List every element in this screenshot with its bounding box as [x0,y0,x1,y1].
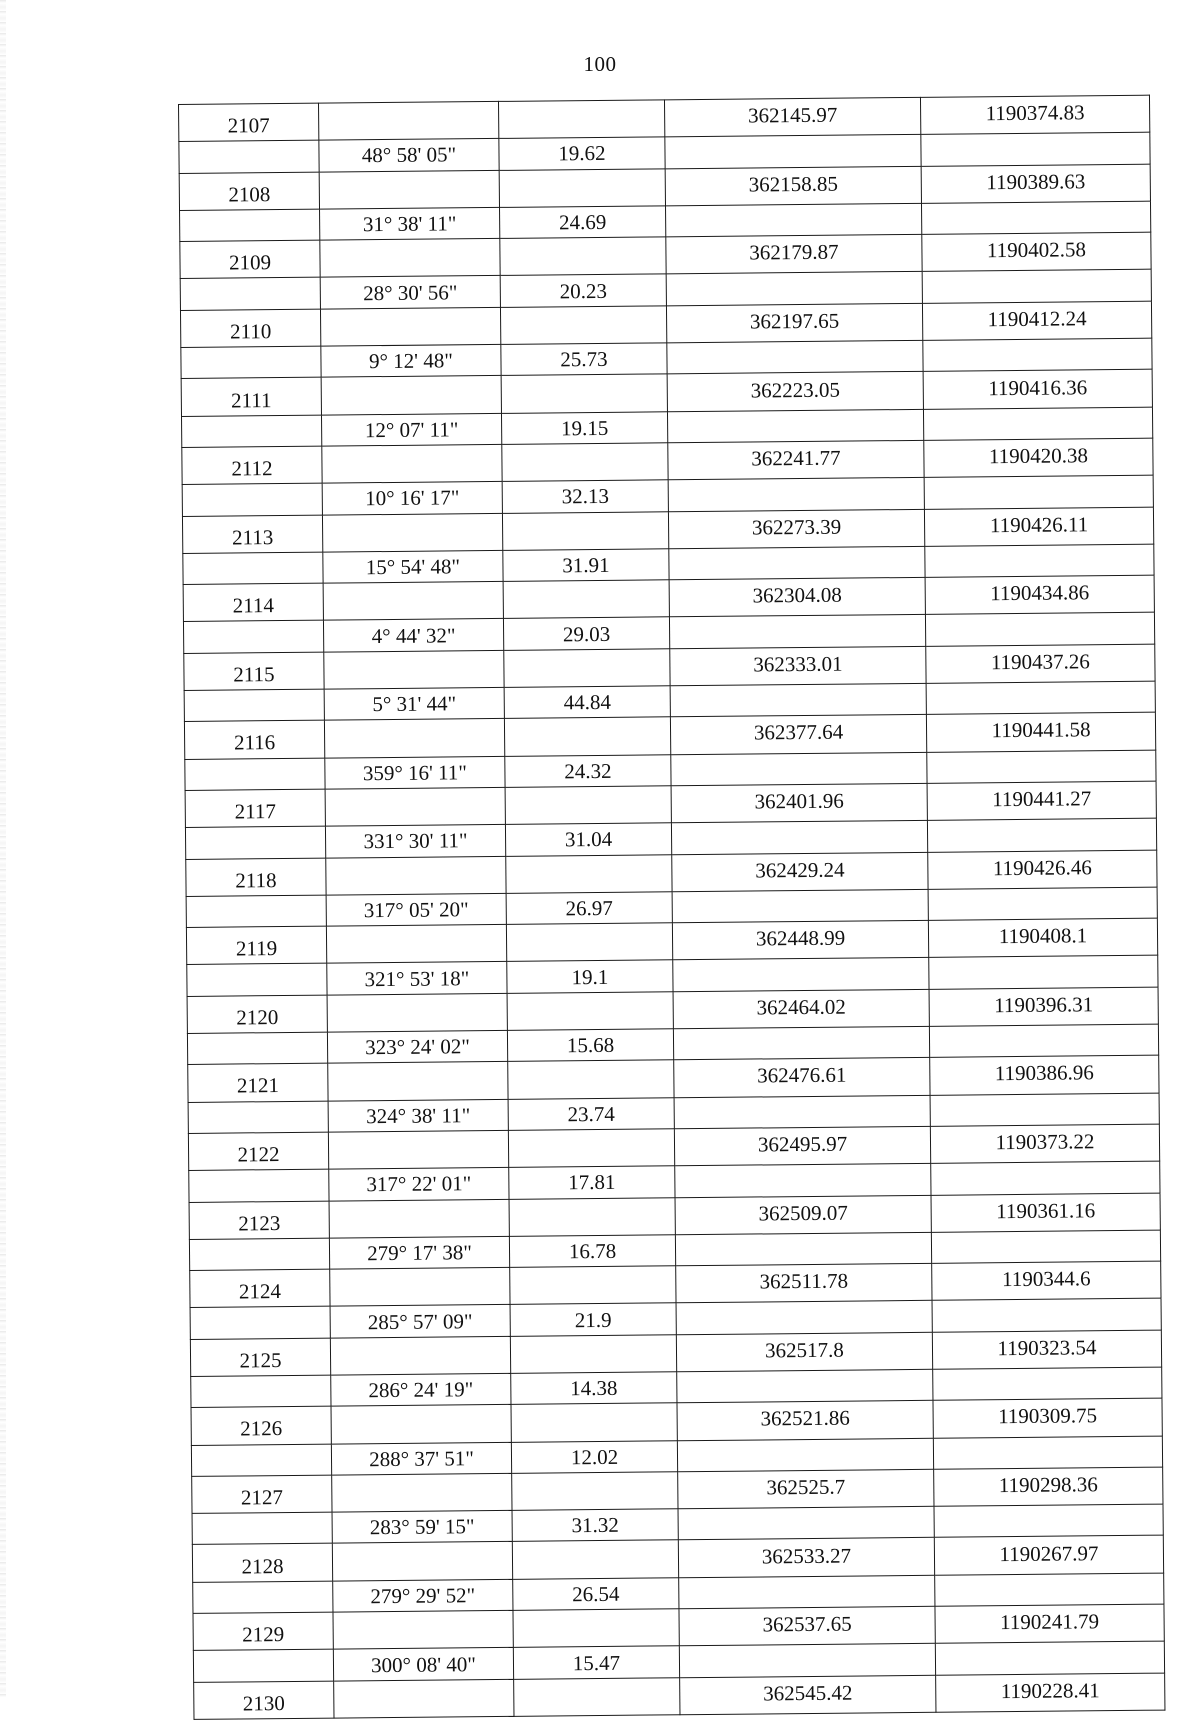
northing-cell: 362533.27 [678,1538,934,1578]
northing-cell [669,546,925,580]
point-id-cell [181,346,321,379]
bearing-cell [330,1336,510,1375]
point-id-cell: 2119 [186,926,326,965]
distance-cell [511,1403,677,1442]
easting-cell [929,956,1158,989]
distance-cell [512,1540,678,1579]
distance-cell [512,1472,678,1511]
bearing-cell [330,1267,510,1306]
northing-cell [667,340,923,374]
point-id-cell: 2124 [190,1269,330,1308]
point-id-cell: 2130 [194,1681,334,1720]
bearing-cell [333,1610,513,1649]
bearing-cell: 324° 38' 11" [328,1099,508,1132]
bearing-cell: 31° 38' 11" [320,207,500,240]
easting-cell: 1190323.54 [932,1330,1161,1369]
bearing-cell: 285° 57' 09" [330,1305,510,1338]
bearing-cell: 321° 53' 18" [327,962,507,995]
distance-cell: 14.38 [511,1372,677,1405]
distance-cell [501,374,667,413]
distance-cell [503,580,669,619]
bearing-cell [322,513,502,552]
survey-coordinates-table [178,95,1165,1720]
point-id-cell [180,209,320,242]
distance-cell [509,1197,675,1236]
survey-table-container [178,95,1165,1720]
point-id-cell [187,964,327,997]
northing-cell [679,1575,935,1609]
bearing-cell [318,101,498,140]
bearing-cell: 9° 12' 48" [321,344,501,377]
northing-cell: 362377.64 [670,715,926,755]
point-id-cell: 2121 [188,1063,328,1102]
point-id-cell [192,1512,332,1545]
northing-cell: 362509.07 [675,1195,931,1235]
easting-cell: 1190298.36 [934,1467,1163,1506]
northing-cell: 362273.39 [668,509,924,549]
bearing-cell: 288° 37' 51" [331,1442,511,1475]
northing-cell [673,958,929,992]
northing-cell [671,752,927,786]
point-id-cell [186,895,326,928]
easting-cell: 1190389.63 [921,164,1150,203]
northing-cell: 362464.02 [673,989,929,1029]
point-id-cell [181,415,321,448]
easting-cell [931,1161,1160,1194]
distance-cell: 29.03 [503,617,669,650]
easting-cell: 1190408.1 [928,918,1157,957]
easting-cell [924,475,1153,508]
bearing-cell [326,856,506,895]
northing-cell [665,203,921,237]
easting-cell [927,818,1156,851]
point-id-cell [182,483,322,516]
point-id-cell: 2113 [182,515,322,554]
distance-cell: 20.23 [500,274,666,307]
bearing-cell [324,719,504,758]
easting-cell: 1190374.83 [920,95,1149,134]
bearing-cell [328,1130,508,1169]
distance-cell: 23.74 [508,1097,674,1130]
northing-cell [674,1095,930,1129]
point-id-cell [189,1238,329,1271]
northing-cell: 362476.61 [674,1058,930,1098]
point-id-cell [180,278,320,311]
bearing-cell [320,307,500,346]
bearing-cell: 15° 54' 48" [323,550,503,583]
northing-cell: 362545.42 [680,1675,936,1715]
easting-cell [921,132,1150,165]
easting-cell [935,1641,1164,1674]
bearing-cell [320,239,500,278]
point-id-cell [193,1581,333,1614]
bearing-cell: 283° 59' 15" [332,1511,512,1544]
northing-cell [675,1164,931,1198]
point-id-cell [188,1101,328,1134]
distance-cell [506,854,672,893]
bearing-cell: 12° 07' 11" [321,413,501,446]
point-id-cell [183,552,323,585]
point-id-cell: 2120 [187,995,327,1034]
easting-cell: 1190344.6 [932,1261,1161,1300]
point-id-cell: 2125 [190,1338,330,1377]
easting-cell: 1190267.97 [934,1536,1163,1575]
easting-cell [923,407,1152,440]
northing-cell: 362304.08 [669,578,925,618]
northing-cell [669,615,925,649]
easting-cell: 1190241.79 [935,1604,1164,1643]
bearing-cell: 300° 08' 40" [333,1648,513,1681]
northing-cell: 362145.97 [664,97,920,137]
point-id-cell: 2117 [185,789,325,828]
northing-cell: 362179.87 [666,235,922,275]
distance-cell [502,511,668,550]
northing-cell [679,1644,935,1678]
point-id-cell: 2115 [184,652,324,691]
survey-table-body [179,95,1165,1719]
distance-cell: 21.9 [510,1303,676,1336]
northing-cell: 362241.77 [668,440,924,480]
distance-cell [508,1060,674,1099]
bearing-cell: 48° 58' 05" [319,139,499,172]
distance-cell [500,237,666,276]
bearing-cell [326,925,506,964]
point-id-cell: 2122 [188,1132,328,1171]
easting-cell [933,1436,1162,1469]
point-id-cell [191,1375,331,1408]
point-id-cell: 2123 [189,1201,329,1240]
page-number: 100 [583,52,617,76]
distance-cell [499,168,665,207]
easting-cell: 1190361.16 [931,1193,1160,1232]
distance-cell: 15.47 [513,1646,679,1679]
northing-cell [667,409,923,443]
northing-cell [665,135,921,169]
bearing-cell [325,787,505,826]
point-id-cell: 2109 [180,240,320,279]
easting-cell: 1190441.58 [926,712,1155,751]
point-row [194,1673,1165,1720]
distance-cell: 17.81 [509,1166,675,1199]
distance-cell [510,1334,676,1373]
bearing-cell: 323° 24' 02" [327,1030,507,1063]
easting-cell: 1190426.11 [924,507,1153,546]
distance-cell: 31.04 [505,823,671,856]
distance-cell: 44.84 [504,686,670,719]
easting-cell [932,1299,1161,1332]
point-id-cell: 2107 [179,103,319,142]
northing-cell: 362511.78 [676,1263,932,1303]
northing-cell: 362429.24 [672,852,928,892]
easting-cell: 1190426.46 [928,850,1157,889]
bearing-cell: 10° 16' 17" [322,482,502,515]
distance-cell: 19.62 [499,137,665,170]
point-id-cell: 2110 [180,309,320,348]
bearing-cell [332,1473,512,1512]
point-id-cell [185,826,325,859]
point-id-cell [183,621,323,654]
distance-cell [504,649,670,688]
point-id-cell [187,1032,327,1065]
northing-cell: 362448.99 [672,920,928,960]
easting-cell [933,1367,1162,1400]
easting-cell: 1190386.96 [930,1055,1159,1094]
distance-cell: 19.1 [507,960,673,993]
distance-cell [510,1266,676,1305]
northing-cell: 362223.05 [667,372,923,412]
bearing-cell [334,1679,514,1718]
point-id-cell: 2128 [192,1544,332,1583]
northing-cell [672,889,928,923]
distance-cell [502,443,668,482]
bearing-cell: 286° 24' 19" [331,1373,511,1406]
point-id-cell: 2127 [192,1475,332,1514]
northing-cell [670,683,926,717]
northing-cell [676,1301,932,1335]
easting-cell: 1190412.24 [922,301,1151,340]
distance-cell: 32.13 [502,480,668,513]
point-id-cell [190,1306,330,1339]
distance-cell [506,923,672,962]
point-id-cell: 2116 [184,720,324,759]
easting-cell [934,1504,1163,1537]
distance-cell: 25.73 [501,343,667,376]
northing-cell [675,1232,931,1266]
easting-cell: 1190434.86 [925,575,1154,614]
point-id-cell: 2129 [193,1612,333,1651]
northing-cell: 362537.65 [679,1606,935,1646]
distance-cell: 26.97 [506,892,672,925]
easting-cell [927,750,1156,783]
easting-cell: 1190309.75 [933,1398,1162,1437]
northing-cell: 362517.8 [676,1332,932,1372]
northing-cell: 362525.7 [678,1469,934,1509]
distance-cell: 31.32 [512,1509,678,1542]
distance-cell [504,717,670,756]
easting-cell: 1190437.26 [926,644,1155,683]
point-id-cell: 2112 [182,446,322,485]
bearing-cell: 279° 17' 38" [329,1236,509,1269]
northing-cell: 362197.65 [666,303,922,343]
point-id-cell: 2126 [191,1406,331,1445]
easting-cell [923,338,1152,371]
bearing-cell: 28° 30' 56" [320,276,500,309]
easting-cell [929,1024,1158,1057]
distance-cell [505,786,671,825]
easting-cell [926,681,1155,714]
easting-cell [921,201,1150,234]
northing-cell: 362333.01 [670,646,926,686]
bearing-cell: 4° 44' 32" [323,619,503,652]
northing-cell [678,1506,934,1540]
point-id-cell [179,140,319,173]
easting-cell [928,887,1157,920]
distance-cell: 12.02 [511,1440,677,1473]
point-id-cell: 2111 [181,378,321,417]
easting-cell: 1190228.41 [936,1673,1165,1712]
distance-cell: 24.32 [505,754,671,787]
bearing-cell [323,582,503,621]
easting-cell: 1190441.27 [927,781,1156,820]
northing-cell: 362521.86 [677,1401,933,1441]
bearing-cell: 359° 16' 11" [325,756,505,789]
easting-cell: 1190416.36 [923,370,1152,409]
scan-edge-shadow [0,0,6,1697]
bearing-cell: 317° 05' 20" [326,893,506,926]
bearing-cell [322,444,502,483]
easting-cell [925,613,1154,646]
easting-cell: 1190373.22 [930,1124,1159,1163]
point-id-cell [185,758,325,791]
bearing-cell [331,1405,511,1444]
bearing-cell: 5° 31' 44" [324,687,504,720]
distance-cell: 26.54 [513,1578,679,1611]
point-id-cell [193,1649,333,1682]
easting-cell [922,270,1151,303]
bearing-cell: 279° 29' 52" [333,1579,513,1612]
point-id-cell [184,689,324,722]
distance-cell: 31.91 [503,549,669,582]
distance-cell [507,992,673,1031]
northing-cell [668,478,924,512]
point-id-cell: 2108 [179,172,319,211]
distance-cell: 15.68 [507,1029,673,1062]
bearing-cell [329,1199,509,1238]
easting-cell [925,544,1154,577]
northing-cell: 362158.85 [665,166,921,206]
bearing-cell [327,993,507,1032]
northing-cell [677,1438,933,1472]
northing-cell [677,1369,933,1403]
bearing-cell [332,1542,512,1581]
northing-cell: 362401.96 [671,783,927,823]
distance-cell [498,100,664,139]
bearing-cell [321,376,501,415]
point-id-cell: 2114 [183,583,323,622]
point-id-cell [189,1169,329,1202]
northing-cell: 362495.97 [674,1126,930,1166]
northing-cell [671,821,927,855]
distance-cell [508,1129,674,1168]
distance-cell [513,1609,679,1648]
distance-cell: 24.69 [500,206,666,239]
easting-cell [935,1573,1164,1606]
easting-cell [930,1093,1159,1126]
easting-cell: 1190396.31 [929,987,1158,1026]
point-id-cell: 2118 [186,858,326,897]
northing-cell [666,272,922,306]
bearing-cell: 317° 22' 01" [329,1168,509,1201]
bearing-cell [324,650,504,689]
bearing-cell: 331° 30' 11" [325,825,505,858]
bearing-cell [328,1062,508,1101]
distance-cell: 19.15 [501,411,667,444]
point-id-cell [191,1444,331,1477]
easting-cell: 1190420.38 [924,438,1153,477]
easting-cell: 1190402.58 [922,232,1151,271]
bearing-cell [319,170,499,209]
distance-cell [500,306,666,345]
easting-cell [931,1230,1160,1263]
distance-cell: 16.78 [509,1235,675,1268]
northing-cell [673,1026,929,1060]
